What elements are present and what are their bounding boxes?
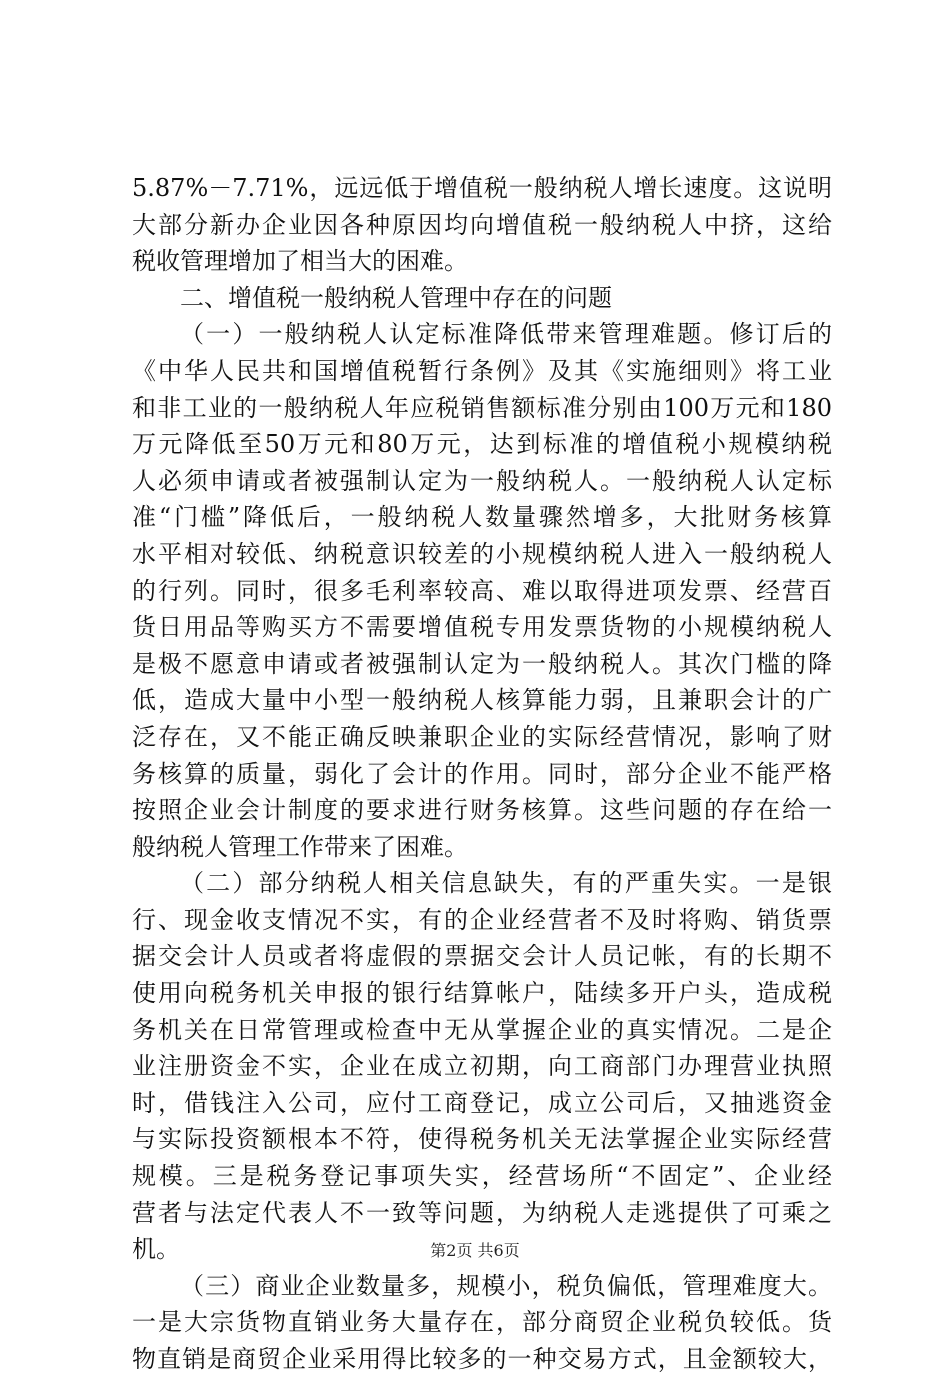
text-line: 人必须申请或者被强制认定为一般纳税人。一般纳税人认定标 bbox=[132, 466, 832, 495]
text-line: 机。 bbox=[132, 1235, 180, 1264]
text-line: 营者与法定代表人不一致等问题，为纳税人走逃提供了可乘之 bbox=[132, 1198, 832, 1227]
text-line: 5.87%－7.71%，远远低于增值税一般纳税人增长速度。这说明 bbox=[132, 174, 832, 202]
text-line: 准“门槛”降低后，一般纳税人数量骤然增多，大批财务核算 bbox=[132, 503, 832, 532]
text-line: 税收管理增加了相当大的困难。 bbox=[132, 247, 468, 276]
text-line: 行、现金收支情况不实，有的企业经营者不及时将购、销货票 bbox=[132, 905, 832, 934]
text-line: 按照企业会计制度的要求进行财务核算。这些问题的存在给一 bbox=[132, 796, 832, 825]
text-line: 水平相对较低、纳税意识较差的小规模纳税人进入一般纳税人 bbox=[132, 539, 832, 568]
text-line: 《中华人民共和国增值税暂行条例》及其《实施细则》将工业 bbox=[132, 356, 832, 385]
text-line: 据交会计人员或者将虚假的票据交会计人员记帐，有的长期不 bbox=[132, 942, 832, 971]
text-line: 一是大宗货物直销业务大量存在，部分商贸企业税负较低。货 bbox=[132, 1308, 832, 1337]
page-footer: 第2页 共6页 bbox=[430, 1241, 520, 1260]
document-body bbox=[132, 170, 832, 1378]
text-line: 业注册资金不实，企业在成立初期，向工商部门办理营业执照 bbox=[132, 1052, 832, 1081]
text-line: 务核算的质量，弱化了会计的作用。同时，部分企业不能严格 bbox=[132, 759, 832, 788]
text-line: 规模。三是税务登记事项失实，经营场所“不固定”、企业经 bbox=[132, 1162, 832, 1191]
text-line: 务机关在日常管理或检查中无从掌握企业的真实情况。二是企 bbox=[132, 1015, 832, 1044]
text-line: 低，造成大量中小型一般纳税人核算能力弱，且兼职会计的广 bbox=[132, 686, 832, 715]
text-line: 货日用品等购买方不需要增值税专用发票货物的小规模纳税人 bbox=[132, 613, 832, 642]
text-line: 泛存在，又不能正确反映兼职企业的实际经营情况，影响了财 bbox=[132, 722, 832, 751]
text-line: 大部分新办企业因各种原因均向增值税一般纳税人中挤，这给 bbox=[132, 210, 832, 239]
text-line: 物直销是商贸企业采用得比较多的一种交易方式，且金额较大， bbox=[132, 1345, 832, 1373]
text-line: 使用向税务机关申报的银行结算帐户，陆续多开户头，造成税 bbox=[132, 979, 832, 1008]
text-line: （二）部分纳税人相关信息缺失，有的严重失实。一是银 bbox=[180, 869, 832, 898]
text-line: 与实际投资额根本不符，使得税务机关无法掌握企业实际经营 bbox=[132, 1125, 832, 1154]
text-line: 般纳税人管理工作带来了困难。 bbox=[132, 832, 468, 861]
text-line: （三）商业企业数量多，规模小，税负偏低，管理难度大。 bbox=[180, 1271, 832, 1300]
text-line: 二、增值税一般纳税人管理中存在的问题 bbox=[180, 283, 612, 312]
text-line: 万元降低至50万元和80万元，达到标准的增值税小规模纳税 bbox=[132, 430, 832, 459]
text-line: 和非工业的一般纳税人年应税销售额标准分别由100万元和180 bbox=[132, 393, 832, 422]
text-line: 时，借钱注入公司，应付工商登记，成立公司后，又抽逃资金 bbox=[132, 1088, 832, 1117]
text-line: 的行列。同时，很多毛利率较高、难以取得进项发票、经营百 bbox=[132, 576, 832, 605]
text-line: 是极不愿意申请或者被强制认定为一般纳税人。其次门槛的降 bbox=[132, 649, 832, 678]
text-line: （一）一般纳税人认定标准降低带来管理难题。修订后的 bbox=[180, 320, 832, 349]
